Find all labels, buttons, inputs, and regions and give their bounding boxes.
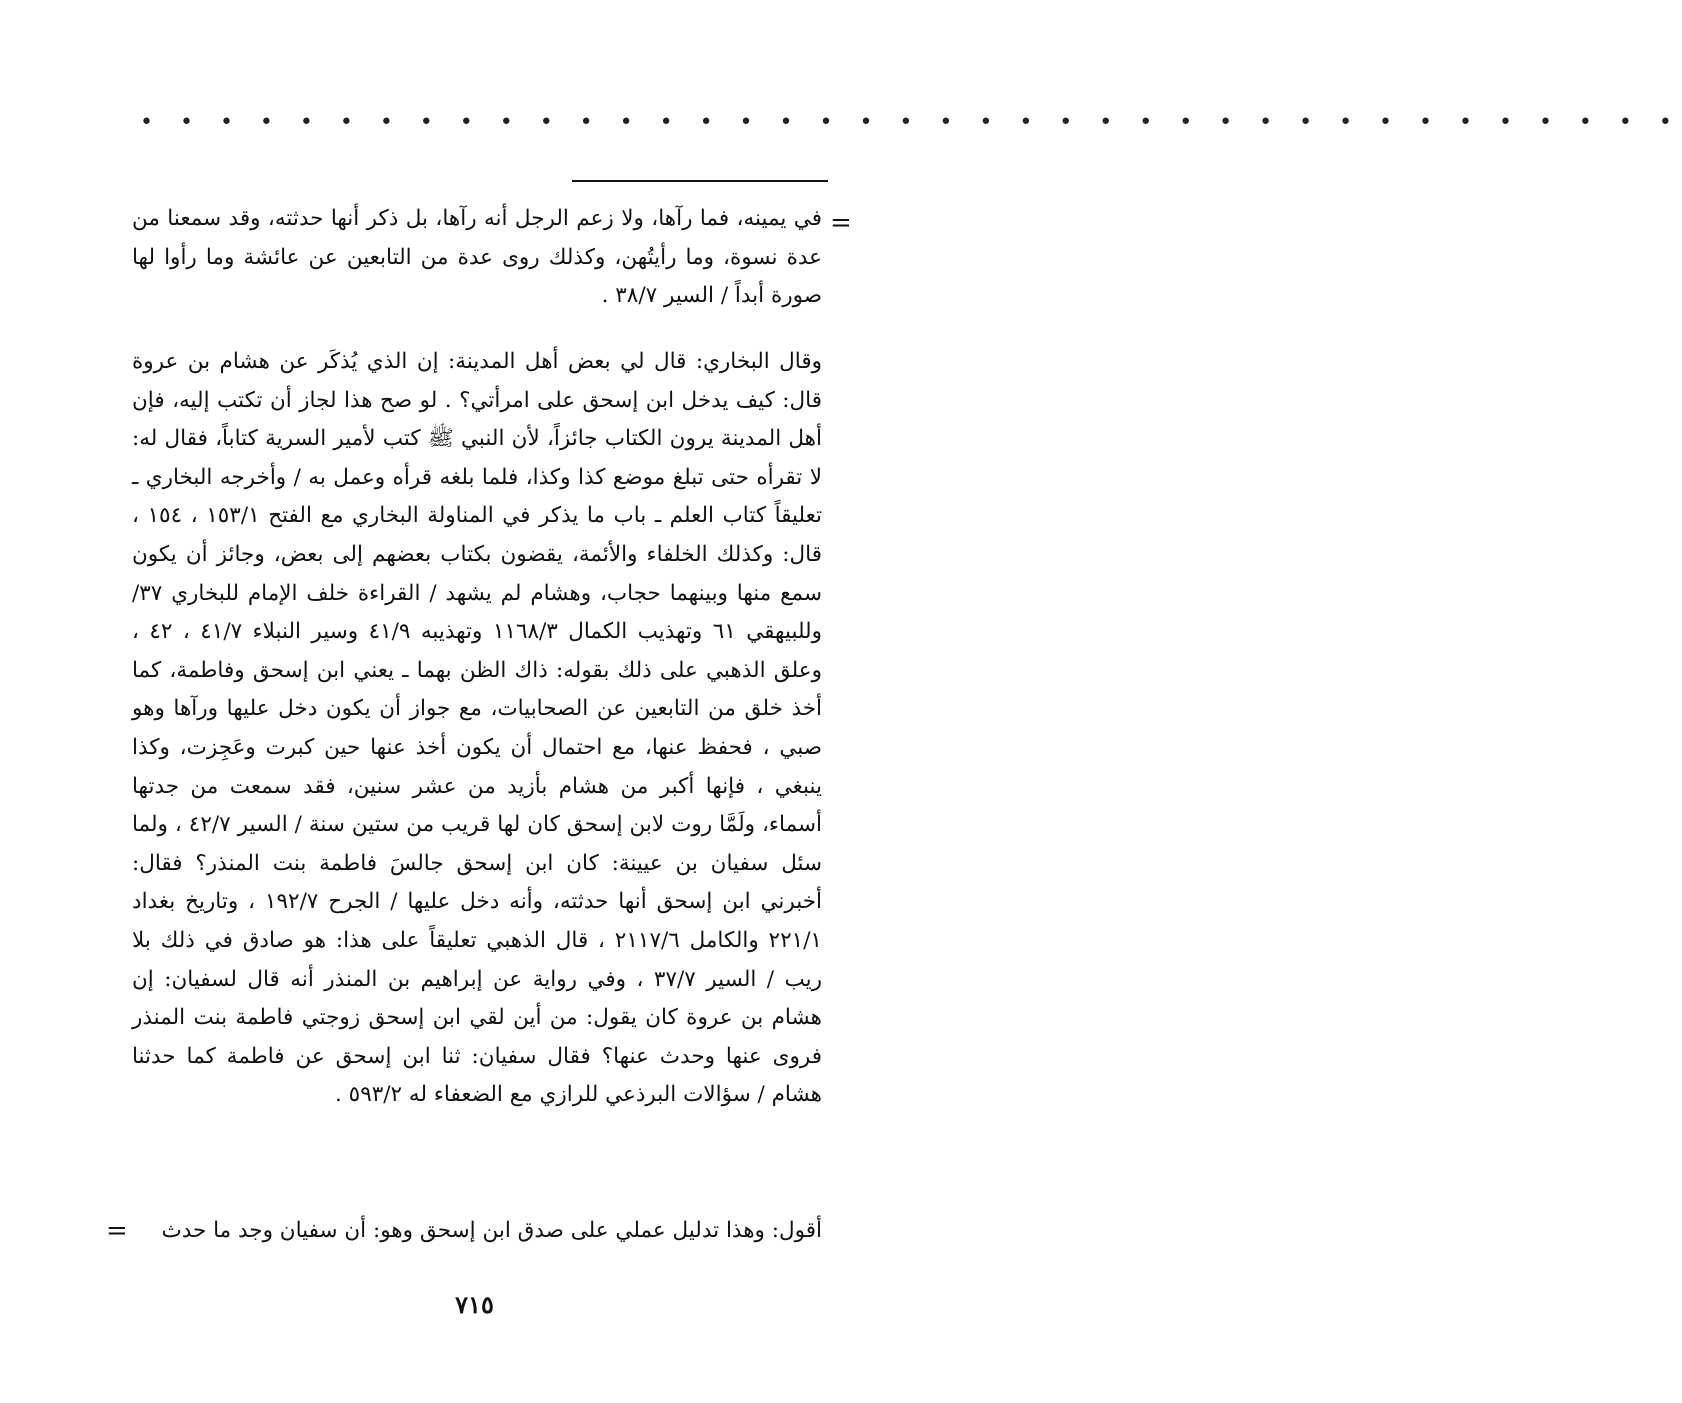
- header-dot-separator: • • • • • • • • • • • • • • • • • • • • • • • • • • • • • • • • • • • • • • •: [140, 110, 1682, 135]
- footnote-paragraph-1: في يمينه، فما رآها، ولا زعم الرجل أنه رآها، بل ذكر أنها حدثته، وقد سمعنا من عدة نسوة، وما رأيتُهن، وكذلك روى عدة من التابعين عن عائشة وما رأوا لها صورة أبداً / السير ٣٨/٧ .: [132, 206, 822, 309]
- footnote-paragraph-3: أقول: وهذا تدليل عملي على صدق ابن إسحق وهو: أن سفيان وجد ما حدث: [161, 1218, 822, 1243]
- page-number: ٧١٥: [455, 1290, 494, 1319]
- continuation-mark-bottom: =: [106, 1216, 128, 1246]
- footnote-separator-rule: [572, 180, 828, 182]
- continuation-mark-top: =: [830, 208, 852, 238]
- footnote-paragraph-2: وقال البخاري: قال لي بعض أهل المدينة: إن الذي يُذكَر عن هشام بن عروة قال: كيف يدخل ابن إسحق على امرأتي؟ . لو صح هذا لجاز أن تكتب إليه، فإن أهل المدينة يرون الكتاب جائزاً، لأن النبي ﷺ كتب لأمير السرية كتاباً، فقال له: لا تقرأه حتى تبلغ موضع كذا وكذا، فلما بلغه قرأه وعمل به / وأخرجه البخاري ـ تعليقاً كتاب العلم ـ باب ما يذكر في المناولة البخاري مع الفتح ١٥٣/١ ، ١٥٤ ، قال: وكذلك الخلفاء والأئمة، يقضون بكتاب بعضهم إلى بعض، وجائز أن يكون سمع منها وبينهما حجاب، وهشام لم يشهد / القراءة خلف الإمام للبخاري ٣٧/ وللبيهقي ٦١ وتهذيب الكمال ١١٦٨/٣ وتهذيبه ٤١/٩ وسير النبلاء ٤١/٧ ، ٤٢ ، وعلق الذهبي على ذلك بقوله: ذاك الظن بهما ـ يعني ابن إسحق وفاطمة، كما أخذ خلق من التابعين عن الصحابيات، مع جواز أن يكون دخل عليها ورآها وهو صبي ، فحفظ عنها، مع احتمال أن يكون أخذ عنها حين كبرت وعَجِزت، وكذا ينبغي ، فإنها أكبر من هشام بأزيد من عشر سنين، فقد سمعت من جدتها أسماء، ولَمَّا روت لابن إسحق كان لها قريب من ستين سنة / السير ٤٢/٧ ، ولما سئل سفيان بن عيينة: كان ابن إسحق جالسَ فاطمة بنت المنذر؟ فقال: أخبرني ابن إسحق أنها حدثته، وأنه دخل عليها / الجرح ١٩٢/٧ ، وتاريخ بغداد ٢٢١/١ والكامل ٢١١٧/٦ ، قال الذهبي تعليقاً على هذا: هو صادق في ذلك بلا ريب / السير ٣٧/٧ ، وفي رواية عن إبراهيم بن المنذر أنه قال لسفيان: إن هشام بن عروة كان يقول: من أين لقي ابن إسحق زوجتي فاطمة بنت المنذر فروى عنها وحدث عنها؟ فقال سفيان: ثنا ابن إسحق عن فاطمة كما حدثنا هشام / سؤالات البرذعي للرازي مع الضعفاء له ٥٩٣/٢ .: [132, 349, 823, 1108]
